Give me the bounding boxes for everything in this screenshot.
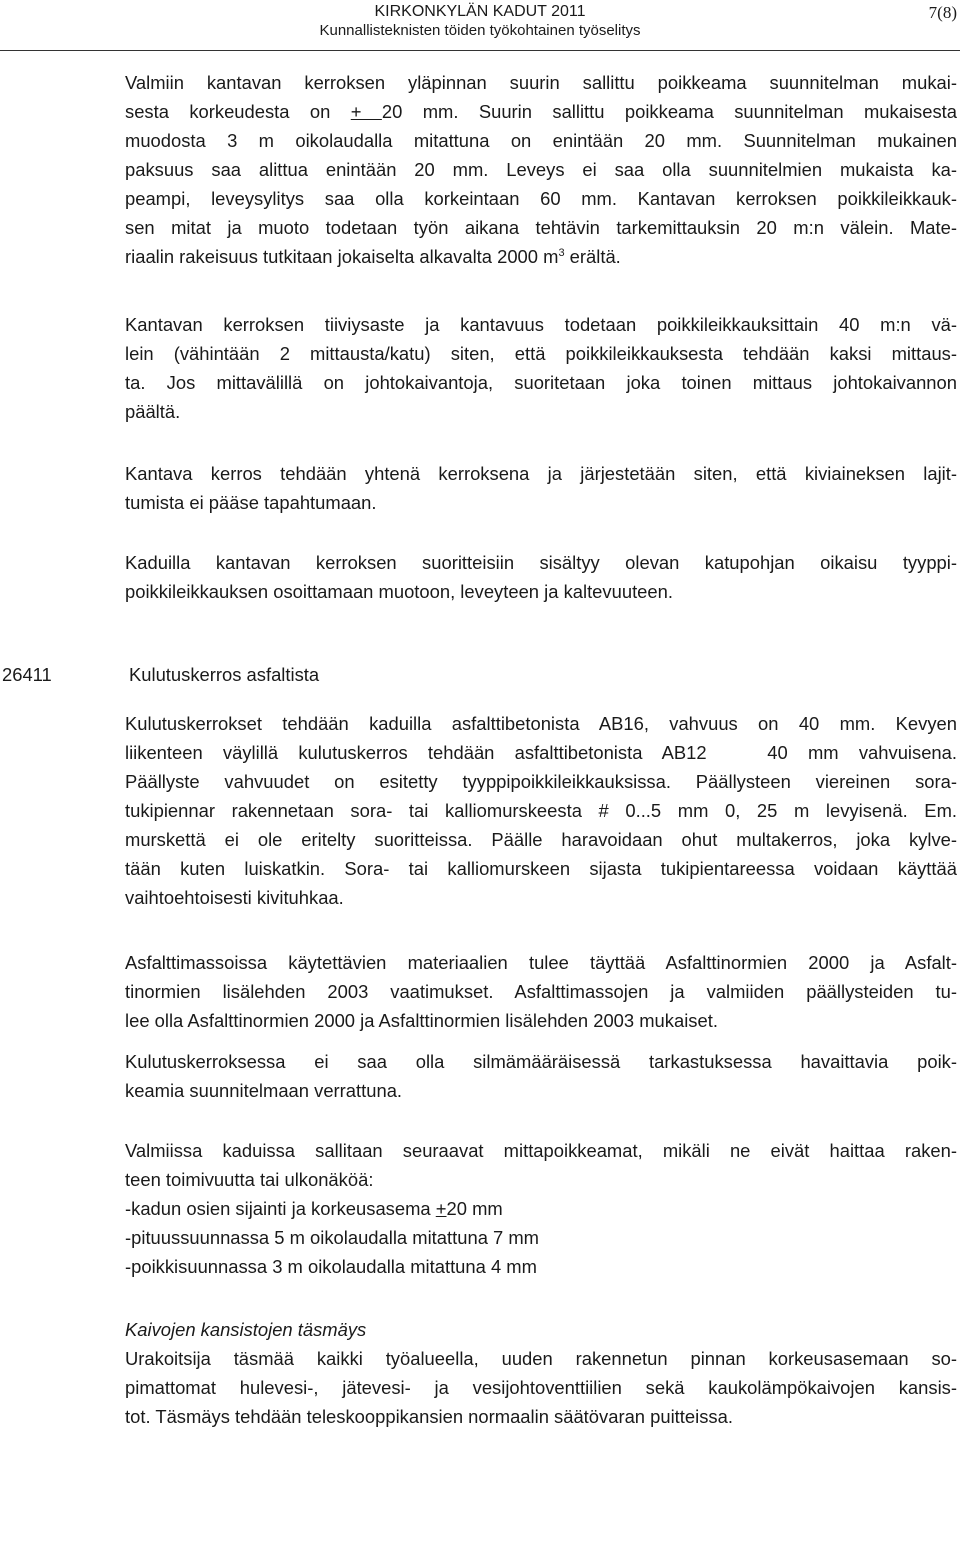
document-subtitle: Kunnallisteknisten töiden työkohtainen työselitys	[319, 22, 641, 39]
paragraph-visual-inspection	[125, 1047, 957, 1105]
header-divider	[0, 50, 960, 51]
text-line: vaihtoehtoisesti kivituhkaa.	[125, 887, 344, 908]
text-line: Urakoitsija täsmää kaikki työalueella, uuden rakennetun pinnan korkeusasemaan so-	[125, 1348, 957, 1369]
text-line: tään kuten luiskatkin. Sora- tai kalliomurskeen sijasta tukipientareessa voidaan käyttää	[125, 858, 957, 879]
text-line: poikkileikkauksen osoittamaan muotoon, leveyteen ja kaltevuuteen.	[125, 581, 673, 602]
section-number: 26411	[2, 664, 52, 685]
page-header	[0, 0, 960, 50]
text-line: Kulutuskerrokset tehdään kaduilla asfalttibetonista AB16, vahvuus on 40 mm. Kevyen	[125, 713, 957, 734]
document-title: KIRKONKYLÄN KADUT 2011	[374, 3, 586, 20]
text-line: riaalin rakeisuus tutkitaan jokaiselta alkavalta 2000 $m^3$ erältä.	[125, 246, 621, 267]
text-line: Päällyste vahvuudet on esitetty tyyppipoikkileikkauksissa. Päällysteen viereinen sora-	[125, 771, 957, 792]
text-line: ta. Jos mittavälillä on johtokaivantoja, suoritetaan joka toinen mittaus johtokaivannon	[125, 372, 957, 393]
paragraph-dimension-tolerances	[125, 1136, 957, 1281]
text-line: tinormien lisälehden 2003 vaatimukset. Asfalttimassojen ja valmiiden päällysteiden tu-	[125, 981, 957, 1002]
superscript: 3	[558, 247, 565, 259]
subsection-heading: Kaivojen kansistojen täsmäys	[125, 1319, 367, 1340]
text-line: lee olla Asfalttinormien 2000 ja Asfalttinormien lisälehden 2003 mukaiset.	[125, 1010, 718, 1031]
text-line: Kaduilla kantavan kerroksen suoritteisiin sisältyy olevan katupohjan oikaisu tyyppi-	[125, 552, 957, 573]
paragraph-compaction	[125, 310, 957, 426]
page-number: 7(8)	[928, 3, 957, 22]
text-line: Kantava kerros tehdään yhtenä kerroksena ja järjestetään siten, että kiviaineksen lajit-	[125, 463, 957, 484]
text-line: sen mitat ja muoto todetaan työn aikana tehtävin tarkemittauksin 20 m:n välein. Mate-	[125, 217, 957, 238]
paragraph-asphalt-materials	[125, 948, 957, 1035]
text-line: murskettä ei ole eritelty suoritteissa. Päälle haravoidaan ohut multakerros, joka kylve-	[125, 829, 957, 850]
text-line: liikenteen väylillä kulutuskerros tehdään asfalttibetonista AB12 40 mm vahvuisena.	[125, 742, 957, 763]
text-line: Valmiissa kaduissa sallitaan seuraavat mittapoikkeamat, mikäli ne eivät haittaa raken-	[125, 1140, 957, 1161]
text-line: Valmiin kantavan kerroksen yläpinnan suurin sallittu poikkeama suunnitelman mukai-	[125, 72, 957, 93]
text-line: Kulutuskerroksessa ei saa olla silmämääräisessä tarkastuksessa havaittavia poik-	[125, 1051, 957, 1072]
text-line: keamia suunnitelmaan verrattuna.	[125, 1080, 403, 1101]
plus-minus-sign: +	[435, 1198, 447, 1219]
paragraph-wearing-course	[125, 709, 957, 912]
list-item: -poikkisuunnassa 3 m oikolaudalla mitattuna 4 mm	[125, 1256, 537, 1277]
text-line: lein (vähintään 2 mittausta/katu) siten, että poikkileikkauksesta tehdään kaksi mittaus-	[125, 343, 957, 364]
text-line: teen toimivuutta tai ulkonäköä:	[125, 1169, 374, 1190]
plus-minus-sign: +	[350, 101, 382, 122]
text-line: tumista ei pääse tapahtumaan.	[125, 492, 377, 513]
text-line: muodosta 3 m oikolaudalla mitattuna on enintään 20 mm. Suunnitelman mukainen	[125, 130, 957, 151]
text-line: tukipiennar rakennetaan sora- tai kalliomurskeesta # 0...5 mm 0, 25 m levyisenä. Em.	[125, 800, 957, 821]
text-line: sesta korkeudesta on + 20 mm. Suurin sallittu poikkeama suunnitelman mukaisesta	[125, 101, 957, 122]
paragraph-manhole-adjustment	[125, 1315, 957, 1431]
paragraph-street-correction	[125, 548, 957, 606]
list-item: -pituussuunnassa 5 m oikolaudalla mitattuna 7 mm	[125, 1227, 540, 1248]
paragraph-base-layer-tolerances	[125, 68, 957, 271]
text-line: Kantavan kerroksen tiiviysaste ja kantavuus todetaan poikkileikkauksittain 40 m:n vä-	[125, 314, 957, 335]
list-item: -kadun osien sijainti ja korkeusasema +20 mm	[125, 1198, 503, 1219]
paragraph-single-layer	[125, 459, 957, 517]
text-line: päältä.	[125, 401, 181, 422]
text-line: tot. Täsmäys tehdään teleskooppikansien normaalin säätövaran puitteissa.	[125, 1406, 733, 1427]
section-title: Kulutuskerros asfaltista	[129, 664, 320, 685]
text-line: pimattomat hulevesi-, jätevesi- ja vesijohtoventtiilien sekä kaukolämpökaivojen kansis-	[125, 1377, 957, 1398]
text-line: paksuus saa alittua enintään 20 mm. Leveys ei saa olla suunnitelmien mukaista ka-	[125, 159, 957, 180]
text-line: Asfalttimassoissa käytettävien materiaalien tulee täyttää Asfalttinormien 2000 ja Asfalt-	[125, 952, 957, 973]
text-line: peampi, leveysylitys saa olla korkeintaan 60 mm. Kantavan kerroksen poikkileikkauk-	[125, 188, 957, 209]
